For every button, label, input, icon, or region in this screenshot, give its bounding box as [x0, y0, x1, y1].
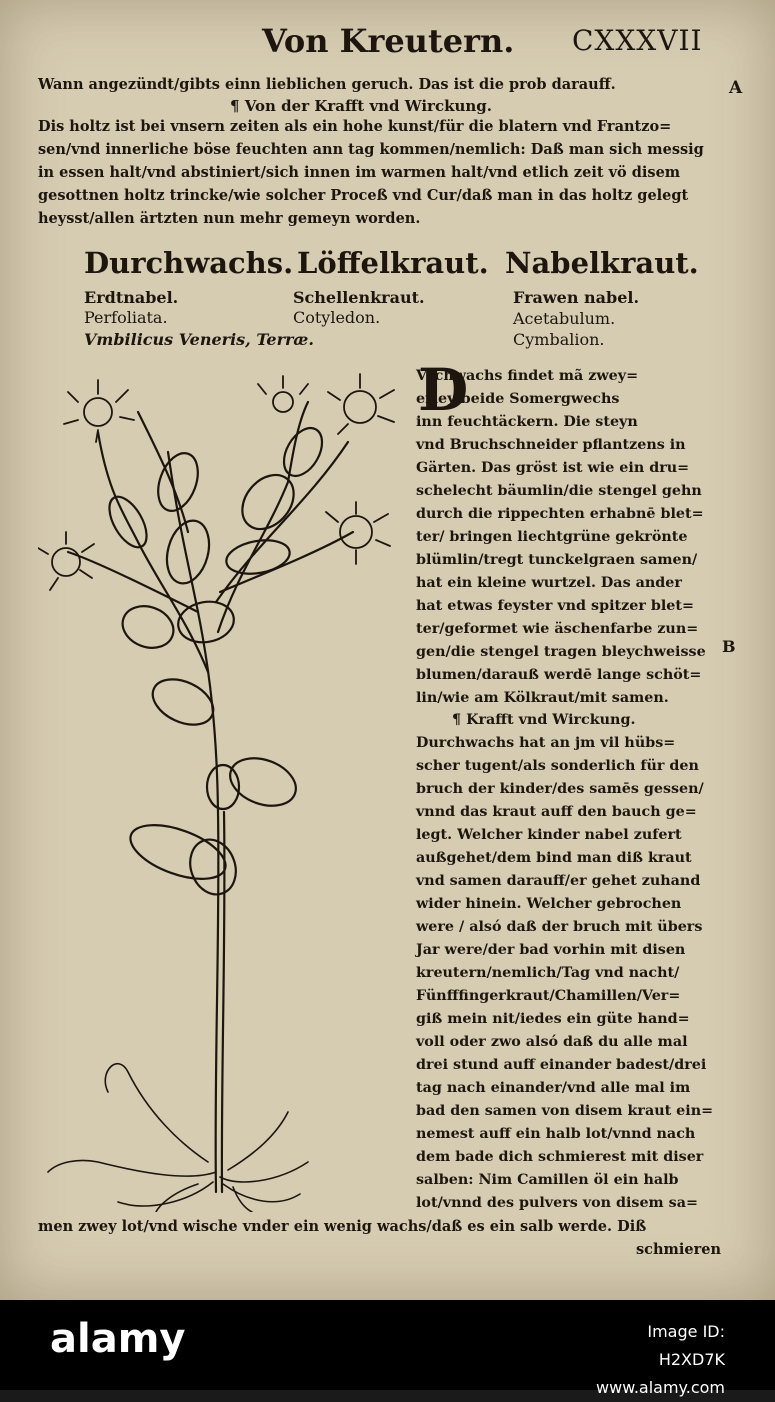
- folio-number: CXXXVII: [572, 24, 703, 57]
- intro-line: sen/vnd innerliche böse feuchten ann tag kommen/nemlich: Daß man sich messig: [38, 141, 704, 158]
- margin-letter-a: A: [729, 78, 743, 98]
- column-line: gen/die stengel tragen bleychweisse: [416, 644, 706, 660]
- column-line: Durchwachs hat an jm vil hübs=: [416, 735, 676, 751]
- column-line: ter/geformet wie äschenfarbe zun=: [416, 621, 699, 637]
- section-heading: ¶ Von der Krafft vnd Wirckung.: [230, 97, 493, 115]
- intro-line: Wann angezündt/gibts einn lieblichen geruch. Das ist die prob darauff.: [38, 76, 616, 93]
- section-heading: ¶ Krafft vnd Wirckung.: [452, 712, 636, 728]
- column-line: blumen/darauß werdē lange schöt=: [416, 667, 702, 683]
- column-line: vnd samen darauff/er gehet zuhand: [416, 873, 701, 889]
- column-line: dem bade dich schmierest mit diser: [416, 1149, 704, 1165]
- plant-name-durchwachs: Durchwachs.: [84, 246, 294, 280]
- column-line: Gärten. Das gröst ist wie ein dru=: [416, 460, 690, 476]
- column-line: lot/vnnd des pulvers von disem sa=: [416, 1195, 698, 1211]
- synonym: Perfoliata.: [84, 308, 168, 327]
- column-line: vnd Bruchschneider pflantzens in: [416, 437, 686, 453]
- column-line: scher tugent/als sonderlich für den: [416, 758, 699, 774]
- alamy-logo: alamy: [50, 1316, 186, 1362]
- intro-line: heysst/allen ärtzten nun mehr gemeyn worden.: [38, 210, 421, 227]
- column-line: hat etwas feyster vnd spitzer blet=: [416, 598, 694, 614]
- synonym: Schellenkraut.: [293, 288, 425, 307]
- running-title: Von Kreutern.: [262, 22, 515, 60]
- intro-line: Dis holtz ist bei vnsern zeiten als ein hohe kunst/für die blatern vnd Frantzo=: [38, 118, 672, 135]
- synonym: Frawen nabel.: [513, 288, 640, 307]
- catchword: schmieren: [636, 1241, 722, 1258]
- column-line: hat ein kleine wurtzel. Das ander: [416, 575, 682, 591]
- column-line: Jar were/der bad vorhin mit disen: [416, 942, 686, 958]
- column-line: salben: Nim Camillen öl ein halb: [416, 1172, 679, 1188]
- column-line: vnnd das kraut auff den bauch ge=: [416, 804, 697, 820]
- column-line: nemest auff ein halb lot/vnnd nach: [416, 1126, 696, 1142]
- column-line: Vrchwachs findet mã zwey=: [416, 368, 639, 384]
- column-line: kreutern/nemlich/Tag vnd nacht/: [416, 965, 680, 981]
- column-line: außgehet/dem bind man diß kraut: [416, 850, 692, 866]
- column-line: voll oder zwo alsó daß du alle mal: [416, 1034, 688, 1050]
- column-line: were / alsó daß der bruch mit übers: [416, 919, 703, 935]
- column-line: Fünfffingerkraut/Chamillen/Ver=: [416, 988, 681, 1004]
- synonym: Erdtnabel.: [84, 288, 179, 307]
- image-metadata: [595, 1318, 725, 1402]
- site-url: www.alamy.com: [596, 1378, 725, 1397]
- plant-name-loeffelkraut: Löffelkraut.: [297, 246, 489, 280]
- column-line: drei stund auff einander badest/drei: [416, 1057, 707, 1073]
- woodcut-plant-illustration: [38, 372, 418, 1212]
- column-line: lin/wie am Kölkraut/mit samen.: [416, 690, 669, 706]
- bottom-line: men zwey lot/vnd wische vnder ein wenig wachs/daß es ein salb werde. Diß: [38, 1218, 647, 1235]
- synonym: Vmbilicus Veneris, Terræ.: [84, 330, 314, 349]
- synonym: Cymbalion.: [513, 330, 605, 349]
- column-line: wider hinein. Welcher gebrochen: [416, 896, 682, 912]
- column-line: inn feuchtäckern. Die steyn: [416, 414, 638, 430]
- margin-letter-b: B: [722, 637, 736, 656]
- column-line: durch die rippechten erhabnē blet=: [416, 506, 704, 522]
- column-line: giß mein nit/iedes ein güte hand=: [416, 1011, 690, 1027]
- column-line: ter/ bringen liechtgrüne gekrönte: [416, 529, 688, 545]
- plant-name-nabelkraut: Nabelkraut.: [505, 246, 699, 280]
- intro-line: in essen halt/vnd abstiniert/sich innen im warmen halt/vnd etlich zeit vö disem: [38, 164, 681, 181]
- column-line: schelecht bäumlin/die stengel gehn: [416, 483, 702, 499]
- column-line: tag nach einander/vnd alle mal im: [416, 1080, 691, 1096]
- synonym: Acetabulum.: [513, 309, 616, 328]
- column-line: bruch der kinder/des samēs gessen/: [416, 781, 704, 797]
- intro-line: gesottnen holtz trincke/wie solcher Proceß vnd Cur/daß man in das holtz gelegt: [38, 187, 689, 204]
- image-id: Image ID: H2XD7K: [647, 1322, 725, 1369]
- column-line: bad den samen von disem kraut ein=: [416, 1103, 714, 1119]
- column-line: blümlin/tregt tunckelgraen samen/: [416, 552, 698, 568]
- column-line: erley/beide Somergwechs: [416, 391, 620, 407]
- drop-cap: D: [418, 356, 469, 424]
- synonym: Cotyledon.: [293, 308, 381, 327]
- column-line: legt. Welcher kinder nabel zufert: [416, 827, 682, 843]
